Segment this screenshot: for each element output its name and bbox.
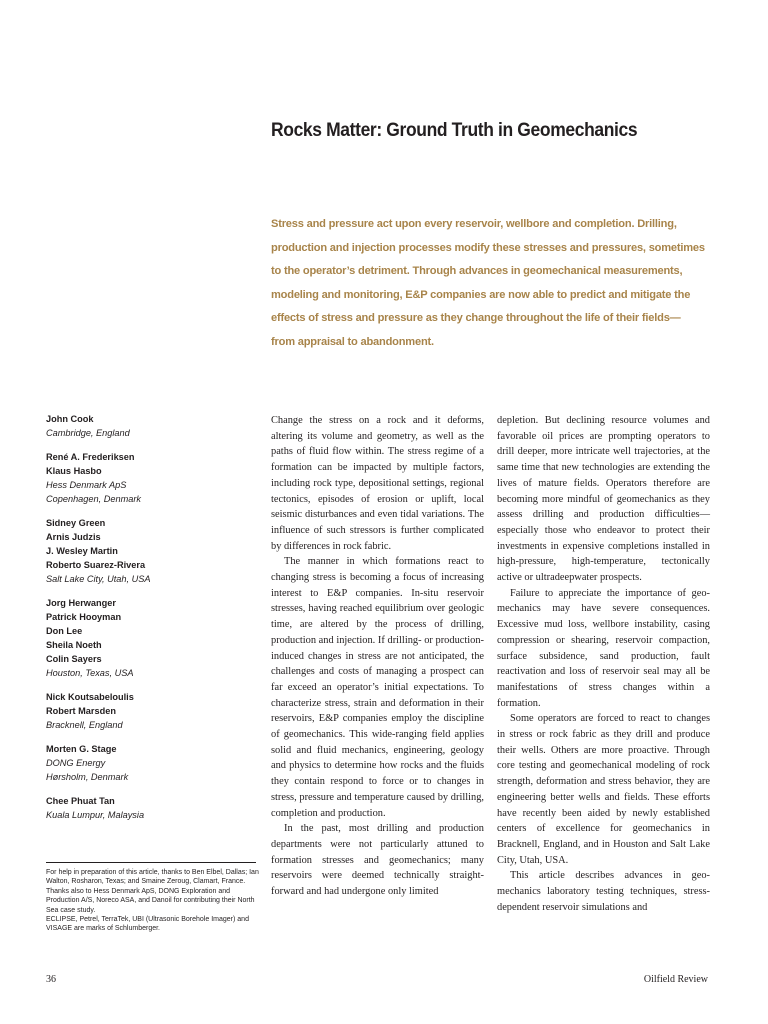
- author-name: Morten G. Stage: [46, 744, 117, 754]
- author-name: John Cook: [46, 414, 94, 424]
- author-group: [46, 412, 251, 440]
- author-affiliation: Houston, Texas, USA: [46, 668, 134, 678]
- author-name: Don Lee: [46, 626, 83, 636]
- author-name: Colin Sayers: [46, 654, 102, 664]
- author-list: [46, 412, 251, 832]
- author-name: René A. Frederiksen: [46, 452, 135, 462]
- footnote-block: [46, 868, 261, 934]
- author-affiliation: DONG Energy: [46, 758, 106, 768]
- author-group: [46, 516, 251, 586]
- article-lede: [271, 213, 751, 355]
- author-name: Arnis Judzis: [46, 532, 101, 542]
- body-paragraph: Change the stress on a rock and it deforms, altering its volume and geometry, as well as the paths of fluid flow within. The stress regime of a formation can be impacted by multiple factors, including rock type, depositional settings, regional tectonics, episodes of erosion or uplift, local seismic disturbances and even tidal variations. The influence of such stressors is further complicated by differences in rock fabric.: [271, 415, 484, 552]
- author-group: [46, 690, 251, 732]
- author-affiliation: Salt Lake City, Utah, USA: [46, 574, 151, 584]
- body-paragraph: Some operators are forced to react to changes in stress or rock fabric as they drill and produce their wells. Others are more proactive. Through core testing and geomechanical modeling of rock strength, deformation and stress behavior, they are engineering better wells and fields. These efforts have recently been aided by newly established centers of excellence for geomechanics in Bracknell, England, and in Houston and Salt Lake City, Utah, USA.: [497, 713, 710, 866]
- body-paragraph: depletion. But declining resource volumes and favorable oil prices are prompting operators to drill deeper, more intricate well trajectories, at the same time that new technologies are extending the lives of mature fields. Operators therefore are becoming more mindful of geomechanics as they assess drilling and production difficulties—especially those who endeavor to protect their investments in expensive completions installed in high-pressure, high-temperature, tectonically active or ultradeepwater prospects.: [497, 415, 710, 584]
- author-name: Sheila Noeth: [46, 640, 102, 650]
- lede-line: modeling and monitoring, E&P companies are now able to predict and mitigate the: [271, 288, 691, 301]
- author-name: Nick Koutsabeloulis: [46, 692, 134, 702]
- author-affiliation: Cambridge, England: [46, 428, 130, 438]
- author-affiliation: Hørsholm, Denmark: [46, 772, 129, 782]
- body-paragraph: Failure to appreciate the importance of geo-mechanics may have severe consequences. Excessive mud loss, wellbore instability, casing compression or shearing, reservoir compaction, surface subsidence, sand production, fault reactivation and loss of reservoir seal may all be manifestations of stress changes within a formation.: [497, 587, 710, 709]
- author-name: Roberto Suarez-Rivera: [46, 560, 146, 570]
- author-group: [46, 794, 251, 822]
- body-paragraph: In the past, most drilling and production departments were not particularly attuned to formation stresses and geomechanics; many reservoirs were deemed technically straight-forward and had undergone only limited: [271, 823, 484, 898]
- author-name: Robert Marsden: [46, 706, 116, 716]
- journal-name: Oilfield Review: [643, 974, 708, 985]
- author-name: Klaus Hasbo: [46, 466, 102, 476]
- body-column-2: [497, 413, 710, 916]
- author-name: Patrick Hooyman: [46, 612, 122, 622]
- footnote-divider: [46, 862, 256, 863]
- author-affiliation: Kuala Lumpur, Malaysia: [46, 810, 145, 820]
- author-affiliation: Hess Denmark ApS: [46, 480, 127, 490]
- body-paragraph: The manner in which formations react to changing stress is becoming a focus of increasing interest to E&P companies. In-situ reservoir stresses, having reached equilibrium over geologic time, are altered by the process of drilling, production and injection. If drilling- or production-induced changes in stress are not anticipated, the challenges and costs of managing a prospect can far exceed an operator’s initial expectations. To characterize stress, strain and deformation in their reservoirs, E&P companies employ the discipline of geomechanics. This wide-ranging field applies solid and fluid mechanics, engineering, geology and physics to determine how rocks and the fluids they contain respond to force or to changes in stress, pressure and temperature caused by drilling, completion and production.: [271, 556, 484, 819]
- article-title: Rocks Matter: Ground Truth in Geomechanics: [271, 120, 638, 141]
- footnote-trademarks: ECLIPSE, Petrel, TerraTek, UBI (Ultrasonic Borehole Imager) and VISAGE are marks of Schlumberger.: [46, 916, 249, 933]
- body-paragraph: This article describes advances in geo-mechanics laboratory testing techniques, stress-dependent reservoir simulations and: [497, 870, 710, 913]
- body-column-1: [271, 413, 484, 900]
- author-group: [46, 450, 251, 506]
- author-group: [46, 742, 251, 784]
- lede-line: effects of stress and pressure as they change throughout the life of their fields—: [271, 312, 681, 325]
- author-affiliation: Bracknell, England: [46, 720, 123, 730]
- lede-line: Stress and pressure act upon every reservoir, wellbore and completion. Drilling,: [271, 218, 677, 230]
- footnote-acknowledgments: For help in preparation of this article, thanks to Ben Elbel, Dallas; Ian Walton, Rosharon, Texas; and Smaine Zeroug, Clamart, France. Thanks also to Hess Denmark ApS, DONG Exploration and Production A/S, Noreco ASA, and Danoil for contributing their North Sea case study.: [46, 869, 259, 914]
- author-group: [46, 596, 251, 680]
- author-name: J. Wesley Martin: [46, 546, 118, 556]
- author-name: Chee Phuat Tan: [46, 796, 115, 806]
- author-name: Jorg Herwanger: [46, 598, 116, 608]
- lede-line: production and injection processes modify these stresses and pressures, sometimes: [271, 241, 705, 254]
- author-name: Sidney Green: [46, 518, 106, 528]
- lede-line: from appraisal to abandonment.: [271, 335, 434, 348]
- page-number: 36: [46, 974, 56, 985]
- lede-line: to the operator’s detriment. Through advances in geomechanical measurements,: [271, 265, 683, 278]
- author-affiliation: Copenhagen, Denmark: [46, 494, 141, 504]
